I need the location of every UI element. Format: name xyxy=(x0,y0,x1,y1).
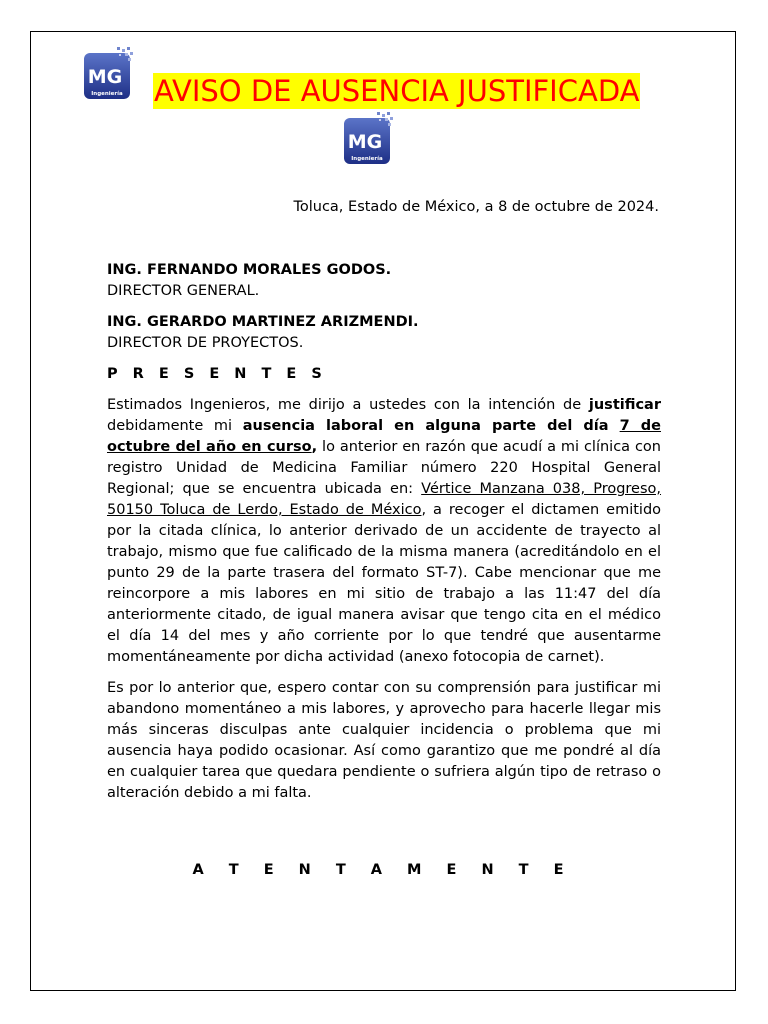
p1-text: , a recoger el dictamen emitido por la citada clínica, lo anterior derivado de un accidente de trayecto al trabajo, mismo que fue calificado de la misma manera (acreditándolo en el punto 29 de la parte trasera del formato ST-7). Cabe mencionar que me reincorpore a mis labores en mi sitio de trabajo a las 11:47 del día anteriormente citado, de igual manera avisar que tengo cita en el médico el día 14 del mes y año corriente por lo que tendré que ausentarme momentáneamente por dicha actividad (anexo fotocopia de carnet). xyxy=(107,502,662,665)
p1-text: debidamente mi xyxy=(107,418,243,434)
date-line: Toluca, Estado de México, a 8 de octubre de 2024. xyxy=(293,199,659,215)
svg-text:MG: MG xyxy=(347,131,383,153)
recipient-name: ING. FERNANDO MORALES GODOS. xyxy=(107,262,392,278)
svg-text:Ingeniería: Ingeniería xyxy=(351,156,383,162)
document-page xyxy=(30,31,736,991)
paragraph-2: Es por lo anterior que, espero contar con su comprensión para justificar mi abandono momentáneo a mis labores, y aprovecho para hacerle llegar mis más sinceras disculpas ante cualquier incidencia o problema que mi ausencia haya podido ocasionar. Así como garantizo que me pondré al día en cualquier tarea que quedara pendiente o sufriera algún tipo de retraso o alteración debido a mi falta. xyxy=(107,680,661,801)
svg-text:Ingeniería: Ingeniería xyxy=(91,91,123,97)
salutation-presentes: P R E S E N T E S xyxy=(107,366,327,382)
recipient-position: DIRECTOR DE PROYECTOS. xyxy=(107,335,304,351)
company-logo xyxy=(83,47,135,101)
p1-bold: justificar xyxy=(588,397,661,413)
recipient-position: DIRECTOR GENERAL. xyxy=(107,283,260,299)
p1-text: lo anterior en razón que acudí a mi clínica con registro Unidad de Medicina Familiar número 220 Hospital General Regional; que se encuentra ubicada en: xyxy=(107,439,661,497)
company-logo-center xyxy=(343,112,395,166)
closing-atentamente: A T E N T A M E N T E xyxy=(192,862,574,878)
p1-date-emphasis: 7 de octubre del año en curso xyxy=(107,418,661,455)
p1-text: Estimados Ingenieros, me dirijo a ustedes con la intención de xyxy=(107,397,589,413)
recipient-name: ING. GERARDO MARTINEZ ARIZMENDI. xyxy=(107,314,419,330)
p1-bold: ausencia laboral en alguna parte del día xyxy=(242,418,620,434)
paragraph-1 xyxy=(107,395,661,668)
p1-bold: , xyxy=(311,439,318,455)
p1-address: Vértice Manzana 038, Progreso, 50150 Toluca de Lerdo, Estado de México xyxy=(107,481,662,518)
page-title: AVISO DE AUSENCIA JUSTIFICADA xyxy=(154,74,640,108)
letter-body xyxy=(107,260,661,804)
svg-text:MG: MG xyxy=(87,66,123,88)
